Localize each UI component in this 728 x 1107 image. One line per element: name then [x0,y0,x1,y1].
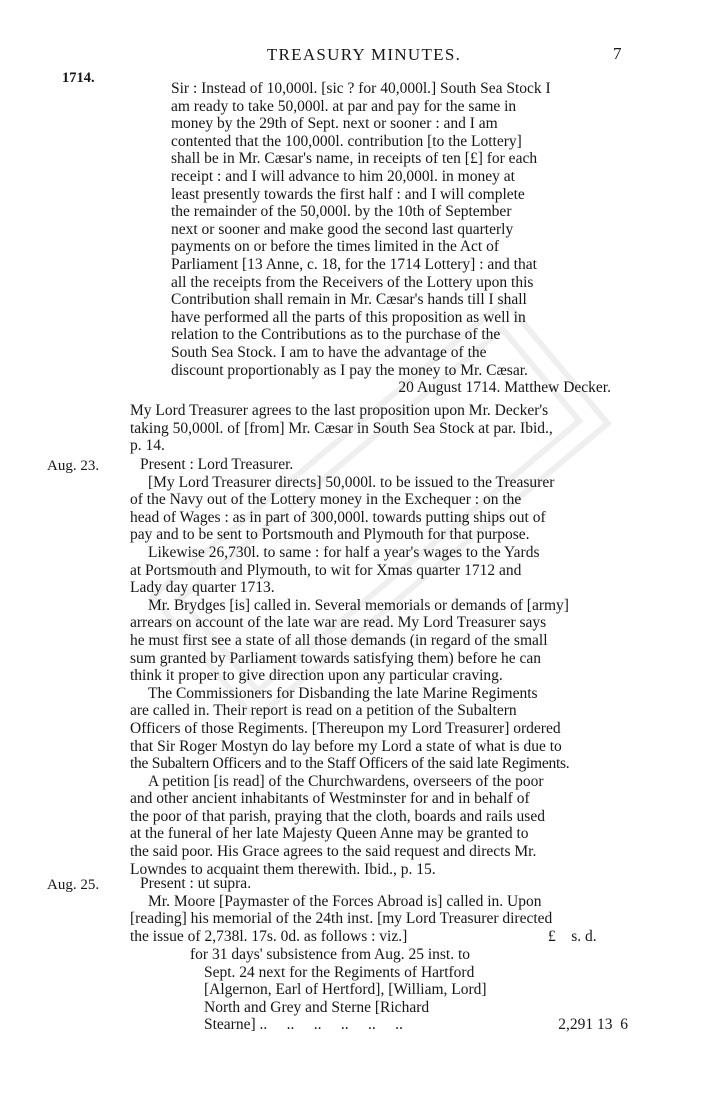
para-line: [reading] his memorial of the 24th inst. [my Lord Treasurer directed [130,910,553,928]
letter-line: the remainder of the 50,000l. by the 10th of September [171,203,512,221]
letter-line: relation to the Contributions as to the purchase of the [171,326,501,344]
para-line: Mr. Brydges [is] called in. Several memorials or demands of [army] [148,596,569,614]
para-line: [My Lord Treasurer directs] 50,000l. to be issued to the Treasurer [148,473,555,491]
note-line: My Lord Treasurer agrees to the last proposition upon Mr. Decker's [130,402,549,419]
item-line: Sept. 24 next for the Regiments of Hartford [204,963,475,981]
currency-header: £ s. d. [548,928,597,945]
running-head [0,45,728,73]
letter-line: next or sooner and make good the second last quarterly [171,220,514,238]
letter-line: payments on or before the times limited in the Act of [171,238,500,256]
para-line: head of Wages : as in part of 300,000l. towards putting ships out of [130,508,546,526]
note-line: taking 50,000l. of [from] Mr. Cæsar in South Sea Stock at par. Ibid., [130,419,553,437]
letter-line: South Sea Stock. I am to have the advantage of the [171,343,487,361]
note-line: p. 14. [130,437,165,455]
letter-line: receipt : and I will advance to him 20,000l. in money at [171,167,515,185]
para-line: the said poor. His Grace agrees to the said request and directs Mr. [130,843,537,861]
payment-item [190,946,630,1034]
item-line: North and Grey and Sterne [Richard [204,998,430,1016]
letter-line: am ready to take 50,000l. at par and pay for the same in [171,97,517,115]
item-line: [Algernon, Earl of Hertford], [William, Lord] [204,981,487,999]
page-number: 7 [613,44,622,63]
item-line: Stearne] .. .. .. .. .. .. [204,1016,403,1034]
letter-line: all the receipts from the Receivers of the Lottery upon this [171,273,534,291]
margin-date-aug25: Aug. 25. [47,877,100,893]
para-line: Lowndes to acquaint them therewith. Ibid., p. 15. [130,860,436,878]
item-line: for 31 days' subsistence from Aug. 25 inst. to [190,946,471,963]
margin-year: 1714. [62,70,95,86]
para-line: the Subaltern Officers and to the Staff Officers of the said late Regiments. [130,755,570,773]
para-line: The Commissioners for Disbanding the late Marine Regiments [148,684,538,702]
margin-date-aug23: Aug. 23. [47,458,100,474]
present-line: Present : Lord Treasurer. [140,456,294,473]
letter-line: discount proportionably as I pay the money to Mr. Cæsar. [171,361,528,379]
para-line: think it proper to give direction upon any particular craving. [130,667,503,685]
decker-note [130,402,629,455]
para-line: Likewise 26,730l. to same : for half a year's wages to the Yards [148,543,540,561]
letter-line: shall be in Mr. Cæsar's name, in receipts of ten [£] for each [171,150,538,168]
letter-line: Contribution shall remain in Mr. Cæsar's hands till I shall [171,291,527,309]
para-line: Officers of those Regiments. [Thereupon my Lord Treasurer] ordered [130,719,561,737]
para-line: Lady day quarter 1713. [130,579,275,597]
para-line: that Sir Roger Mostyn do lay before my Lord a state of what is due to [130,737,562,755]
letter-signature: 20 August 1714. Matthew Decker. [398,379,611,397]
para-line: pay and to be sent to Portsmouth and Plymouth for that purpose. [130,526,530,544]
para-line: the issue of 2,738l. 17s. 0d. as follows : viz.] [130,927,408,945]
para-line: he must first see a state of all those demands (in regard of the small [130,631,548,649]
item-amount: 2,291 13 6 [558,1016,628,1034]
para-line: at Portsmouth and Plymouth, to wit for Xmas quarter 1712 and [130,561,522,579]
para-line: and other ancient inhabitants of Westminster for and in behalf of [130,790,530,808]
aug23-entry [130,456,629,878]
para-line: Mr. Moore [Paymaster of the Forces Abroad is] called in. Upon [148,892,542,910]
letter-line: have performed all the parts of this proposition as well in [171,308,526,326]
para-line: sum granted by Parliament towards satisfying them) before he can [130,649,542,667]
letter-line: least presently towards the first half : and I will complete [171,185,525,203]
para-line: the poor of that parish, praying that the cloth, boards and rails used [130,807,545,825]
letter-line: Sir : Instead of 10,000l. [sic ? for 40,000l.] South Sea Stock I [171,80,551,97]
letter-line: Parliament [13 Anne, c. 18, for the 1714 Lottery] : and that [171,255,537,273]
running-title: TREASURY MINUTES. [266,45,462,64]
letter-line: money by the 29th of Sept. next or sooner : and I am [171,115,498,133]
para-line: of the Navy out of the Lottery money in the Exchequer : on the [130,491,522,509]
present-line: Present : ut supra. [140,875,252,892]
para-line: A petition [is read] of the Churchwardens, overseers of the poor [148,772,544,790]
para-line: arrears on account of the late war are read. My Lord Treasurer says [130,614,547,632]
para-line: at the funeral of her late Majesty Queen Anne may be granted to [130,825,529,843]
para-line: are called in. Their report is read on a petition of the Subaltern [130,702,517,720]
letter-line: contented that the 100,000l. contribution [to the Lottery] [171,132,522,150]
decker-letter [171,80,629,397]
